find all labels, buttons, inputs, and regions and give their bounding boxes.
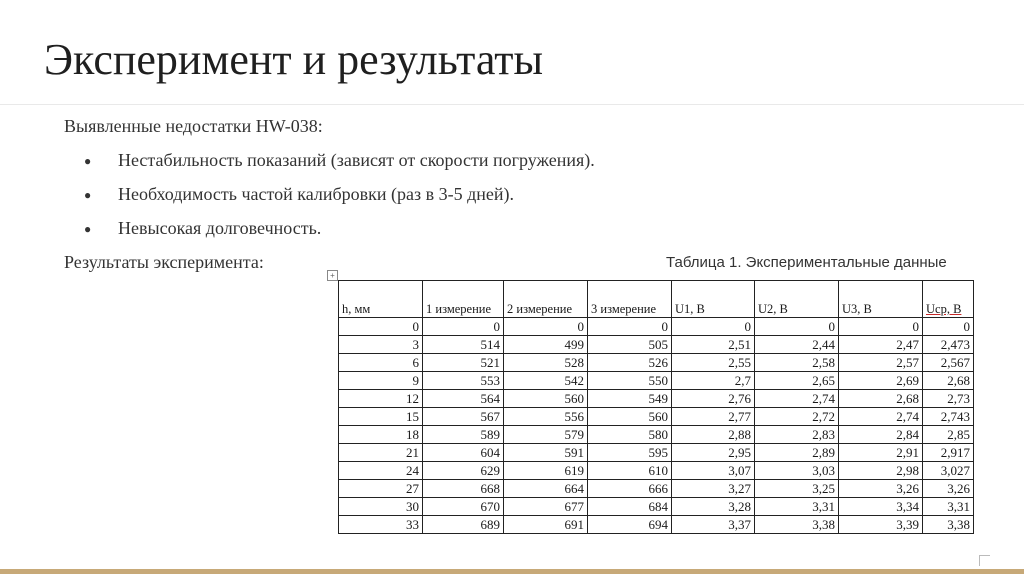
table-cell: 3,38	[923, 516, 974, 534]
table-cell: 670	[423, 498, 504, 516]
table-cell: 18	[339, 426, 423, 444]
table-cell: 3,28	[672, 498, 755, 516]
table-cell: 668	[423, 480, 504, 498]
table-row	[339, 318, 974, 336]
table-row	[339, 498, 974, 516]
table-cell: 0	[755, 318, 839, 336]
table-cell: 560	[588, 408, 672, 426]
table-cell: 0	[339, 318, 423, 336]
table-cell: 3,39	[839, 516, 923, 534]
table-cell: 9	[339, 372, 423, 390]
table-row	[339, 426, 974, 444]
table-cell: 2,85	[923, 426, 974, 444]
table-cell: 3,31	[755, 498, 839, 516]
bullet-text: Невысокая долговечность.	[118, 218, 322, 238]
table-cell: 27	[339, 480, 423, 498]
table-cell: 2,44	[755, 336, 839, 354]
table-cell: 30	[339, 498, 423, 516]
bullet-text: Необходимость частой калибровки (раз в 3-5 дней).	[118, 184, 515, 204]
table-cell: 2,74	[839, 408, 923, 426]
table-cell: 619	[504, 462, 588, 480]
table-cell: 2,57	[839, 354, 923, 372]
table-cell: 2,65	[755, 372, 839, 390]
experiment-data-table	[338, 280, 974, 534]
table-cell: 3,38	[755, 516, 839, 534]
table-cell: 2,88	[672, 426, 755, 444]
table-row	[339, 516, 974, 534]
table-cell: 499	[504, 336, 588, 354]
table-cell: 0	[504, 318, 588, 336]
header-measure-1: 1 измерение	[423, 281, 504, 318]
results-label: Результаты эксперимента:	[64, 252, 264, 272]
table-cell: 15	[339, 408, 423, 426]
table-cell: 2,84	[839, 426, 923, 444]
table-cell: 684	[588, 498, 672, 516]
table-row	[339, 408, 974, 426]
table-cell: 0	[672, 318, 755, 336]
table-cell: 3,27	[672, 480, 755, 498]
table-cell: 2,72	[755, 408, 839, 426]
table-row	[339, 354, 974, 372]
table-cell: 567	[423, 408, 504, 426]
table-cell: 33	[339, 516, 423, 534]
table-cell: 2,743	[923, 408, 974, 426]
table-cell: 3,31	[923, 498, 974, 516]
table-cell: 550	[588, 372, 672, 390]
table-cell: 24	[339, 462, 423, 480]
table-cell: 542	[504, 372, 588, 390]
table-cell: 2,76	[672, 390, 755, 408]
table-row	[339, 372, 974, 390]
table-cell: 2,917	[923, 444, 974, 462]
table-cell: 3,37	[672, 516, 755, 534]
table-cell: 12	[339, 390, 423, 408]
slide-title: Эксперимент и результаты	[44, 35, 544, 84]
table-cell: 3	[339, 336, 423, 354]
table-cell: 666	[588, 480, 672, 498]
table-row	[339, 336, 974, 354]
table-cell: 2,51	[672, 336, 755, 354]
table-cell: 556	[504, 408, 588, 426]
footer-bar	[0, 569, 1024, 574]
table-cell: 3,25	[755, 480, 839, 498]
table-cell: 2,47	[839, 336, 923, 354]
table-row	[339, 462, 974, 480]
table-cell: 610	[588, 462, 672, 480]
table-move-handle-icon[interactable]: +	[327, 270, 338, 281]
table-cell: 2,473	[923, 336, 974, 354]
table-cell: 677	[504, 498, 588, 516]
header-u1: U1, В	[672, 281, 755, 318]
table-row	[339, 444, 974, 462]
table-cell: 2,89	[755, 444, 839, 462]
table-cell: 595	[588, 444, 672, 462]
table-cell: 0	[588, 318, 672, 336]
table-cell: 2,7	[672, 372, 755, 390]
table-cell: 2,77	[672, 408, 755, 426]
header-u2: U2, В	[755, 281, 839, 318]
table-cell: 3,34	[839, 498, 923, 516]
table-cell: 6	[339, 354, 423, 372]
table-cell: 3,26	[839, 480, 923, 498]
table-cell: 604	[423, 444, 504, 462]
table-cell: 549	[588, 390, 672, 408]
table-cell: 2,95	[672, 444, 755, 462]
bullet-icon: ●	[84, 154, 92, 168]
table-cell: 521	[423, 354, 504, 372]
bullet-icon: ●	[84, 188, 92, 202]
table-cell: 21	[339, 444, 423, 462]
header-u-avg: Uср, В	[923, 281, 974, 318]
table-cell: 0	[423, 318, 504, 336]
table-cell: 689	[423, 516, 504, 534]
bullet-text: Нестабильность показаний (зависят от скорости погружения).	[118, 150, 595, 170]
table-cell: 553	[423, 372, 504, 390]
resize-corner-icon	[979, 555, 990, 566]
table-cell: 528	[504, 354, 588, 372]
table-cell: 629	[423, 462, 504, 480]
table-row	[339, 480, 974, 498]
table-cell: 0	[839, 318, 923, 336]
table-row	[339, 390, 974, 408]
table-cell: 591	[504, 444, 588, 462]
table-cell: 514	[423, 336, 504, 354]
table-cell: 2,83	[755, 426, 839, 444]
header-measure-3: 3 измерение	[588, 281, 672, 318]
table-cell: 589	[423, 426, 504, 444]
table-cell: 2,91	[839, 444, 923, 462]
table-cell: 564	[423, 390, 504, 408]
table-cell: 526	[588, 354, 672, 372]
table-cell: 2,68	[923, 372, 974, 390]
table-caption: Таблица 1. Экспериментальные данные	[666, 254, 947, 271]
intro-text: Выявленные недостатки HW-038:	[64, 116, 323, 136]
bullet-icon: ●	[84, 222, 92, 236]
table-cell: 2,69	[839, 372, 923, 390]
table-cell: 2,74	[755, 390, 839, 408]
title-divider	[0, 104, 1024, 105]
table-cell: 505	[588, 336, 672, 354]
table-header-row	[339, 281, 974, 318]
table-cell: 560	[504, 390, 588, 408]
table-cell: 3,027	[923, 462, 974, 480]
table-cell: 3,26	[923, 480, 974, 498]
header-h: h, мм	[339, 281, 423, 318]
table-cell: 0	[923, 318, 974, 336]
table-cell: 3,03	[755, 462, 839, 480]
table-cell: 580	[588, 426, 672, 444]
header-u3: U3, В	[839, 281, 923, 318]
table-cell: 691	[504, 516, 588, 534]
table-cell: 694	[588, 516, 672, 534]
table-cell: 2,73	[923, 390, 974, 408]
table-cell: 2,58	[755, 354, 839, 372]
table-cell: 2,68	[839, 390, 923, 408]
table-cell: 2,98	[839, 462, 923, 480]
table-cell: 664	[504, 480, 588, 498]
table-cell: 3,07	[672, 462, 755, 480]
table-cell: 2,567	[923, 354, 974, 372]
header-measure-2: 2 измерение	[504, 281, 588, 318]
table-cell: 579	[504, 426, 588, 444]
table-cell: 2,55	[672, 354, 755, 372]
